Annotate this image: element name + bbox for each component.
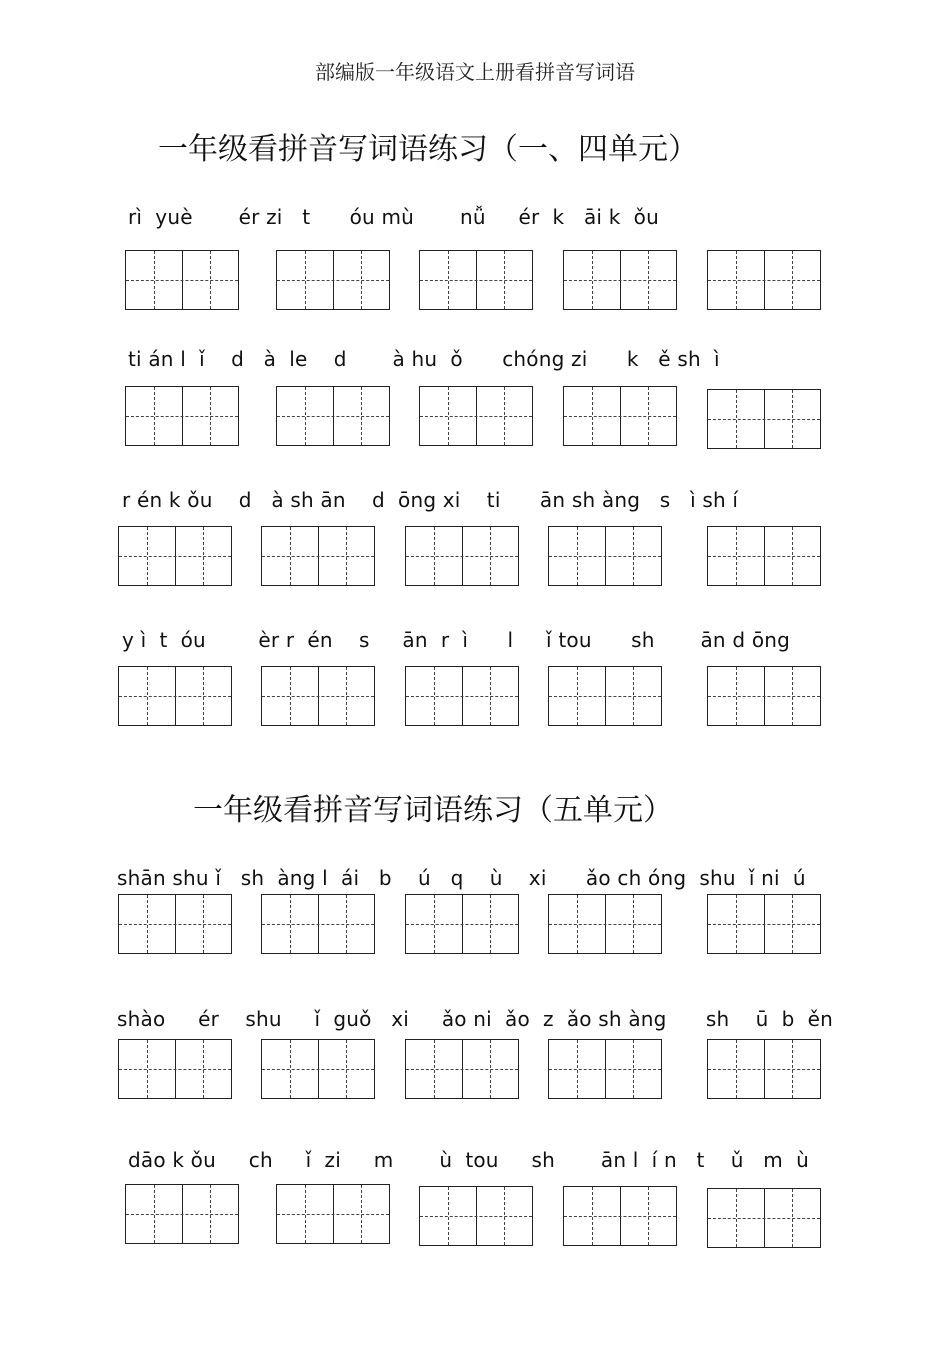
- pinyin-line: y ì t óu èr r én s ān r ì l ǐ tou sh ān d ōng: [122, 628, 791, 652]
- writing-grid[interactable]: [405, 1039, 519, 1099]
- writing-grid[interactable]: [125, 1184, 239, 1244]
- writing-grid[interactable]: [707, 526, 821, 586]
- writing-grid[interactable]: [276, 1184, 390, 1244]
- writing-grid[interactable]: [563, 386, 677, 446]
- writing-grid[interactable]: [548, 894, 662, 954]
- writing-grid[interactable]: [261, 1039, 375, 1099]
- writing-grid[interactable]: [548, 1039, 662, 1099]
- pinyin-line: ti án l ǐ d à le d à hu ǒ chóng zi k ě sh ì: [128, 347, 720, 371]
- pinyin-line: rì yuè ér zi t óu mù nǚ ér k āi k ǒu: [128, 205, 659, 229]
- writing-grid[interactable]: [125, 250, 239, 310]
- writing-grid[interactable]: [125, 386, 239, 446]
- writing-grid[interactable]: [276, 250, 390, 310]
- writing-grid[interactable]: [707, 250, 821, 310]
- writing-grid[interactable]: [419, 386, 533, 446]
- writing-grid[interactable]: [276, 386, 390, 446]
- pinyin-line: r én k ǒu d à sh ān d ōng xi ti ān sh àng s ì sh í: [122, 488, 739, 512]
- writing-grid[interactable]: [405, 666, 519, 726]
- section-title-1: 一年级看拼音写词语练习（一、四单元）: [158, 132, 698, 167]
- writing-grid[interactable]: [405, 894, 519, 954]
- writing-grid[interactable]: [548, 526, 662, 586]
- pinyin-line: dāo k ǒu ch ǐ zi m ù tou sh ān l í n t ǔ m ù: [128, 1148, 809, 1172]
- writing-grid[interactable]: [707, 894, 821, 954]
- writing-grid[interactable]: [707, 666, 821, 726]
- page-header: 部编版一年级语文上册看拼音写词语: [315, 60, 635, 84]
- section-title-2: 一年级看拼音写词语练习（五单元）: [193, 793, 673, 828]
- writing-grid[interactable]: [118, 894, 232, 954]
- writing-grid[interactable]: [419, 250, 533, 310]
- writing-grid[interactable]: [707, 1188, 821, 1248]
- writing-grid[interactable]: [261, 666, 375, 726]
- writing-grid[interactable]: [118, 526, 232, 586]
- writing-grid[interactable]: [563, 1186, 677, 1246]
- writing-grid[interactable]: [707, 1039, 821, 1099]
- writing-grid[interactable]: [563, 250, 677, 310]
- writing-grid[interactable]: [261, 894, 375, 954]
- pinyin-line: shào ér shu ǐ guǒ xi ǎo ni ǎo z ǎo sh àng sh ū b ěn: [117, 1007, 834, 1031]
- writing-grid[interactable]: [548, 666, 662, 726]
- pinyin-line: shān shu ǐ sh àng l ái b ú q ù xi ǎo ch óng shu ǐ ni ú: [117, 866, 806, 890]
- writing-grid[interactable]: [707, 389, 821, 449]
- writing-grid[interactable]: [419, 1186, 533, 1246]
- writing-grid[interactable]: [405, 526, 519, 586]
- writing-grid[interactable]: [118, 1039, 232, 1099]
- writing-grid[interactable]: [118, 666, 232, 726]
- writing-grid[interactable]: [261, 526, 375, 586]
